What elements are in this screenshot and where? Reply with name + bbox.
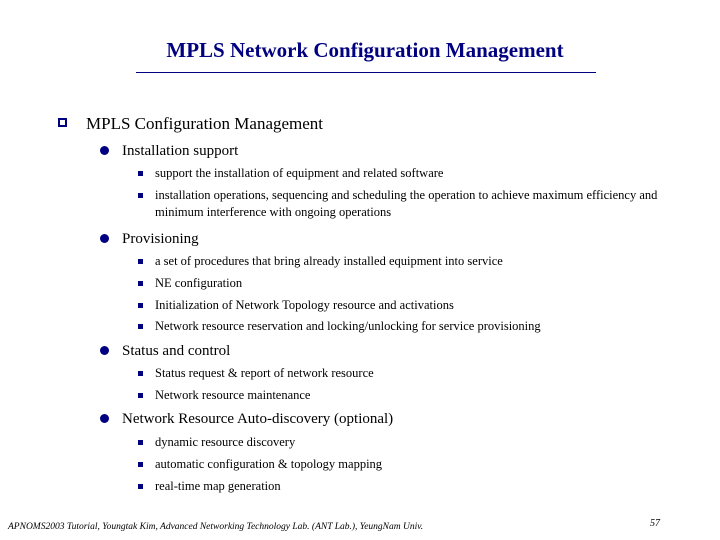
list-item-text: dynamic resource discovery: [155, 435, 296, 449]
list-item-text: real-time map generation: [155, 479, 281, 493]
list-item-text: installation operations, sequencing and scheduling the operation to achieve maximum efficiency and minimum interference with ongoing operations: [155, 188, 658, 219]
disc-bullet-icon: [100, 414, 109, 423]
list-item-text: a set of procedures that bring already installed equipment into service: [155, 254, 503, 268]
disc-bullet-icon: [100, 146, 109, 155]
page-number: 57: [650, 518, 660, 529]
square-bullet-icon: [138, 171, 143, 176]
square-bullet-icon: [138, 281, 143, 286]
square-bullet-icon: [138, 193, 143, 198]
section-label: Installation support: [122, 143, 239, 159]
main-heading-text: MPLS Configuration Management: [86, 114, 324, 133]
list-item-text: Network resource maintenance: [155, 388, 311, 402]
disc-bullet-icon: [100, 234, 109, 243]
list-item-text: NE configuration: [155, 276, 243, 290]
list-item-text: Network resource reservation and locking/unlocking for service provisioning: [155, 319, 541, 333]
list-item-text: Initialization of Network Topology resource and activations: [155, 298, 454, 312]
square-bullet-icon: [138, 303, 143, 308]
section-label: Provisioning: [122, 231, 199, 247]
section-label: Network Resource Auto-discovery (optional): [122, 411, 394, 427]
square-bullet-icon: [138, 484, 143, 489]
square-bullet-icon: [138, 371, 143, 376]
square-bullet-icon: [138, 324, 143, 329]
slide-footer: APNOMS2003 Tutorial, Youngtak Kim, Advanced Networking Technology Lab. (ANT Lab.), YeungNam Univ.: [8, 522, 424, 532]
square-bullet-icon: [138, 259, 143, 264]
square-bullet-icon: [138, 462, 143, 467]
square-outline-bullet-icon: [58, 118, 67, 127]
square-bullet-icon: [138, 440, 143, 445]
title-underline: [136, 72, 596, 73]
list-item-text: support the installation of equipment and related software: [155, 166, 444, 180]
square-bullet-icon: [138, 393, 143, 398]
slide-title: MPLS Network Configuration Management: [166, 38, 564, 62]
list-item-text: automatic configuration & topology mapping: [155, 457, 383, 471]
disc-bullet-icon: [100, 346, 109, 355]
section-label: Status and control: [122, 343, 231, 359]
list-item-text: Status request & report of network resource: [155, 366, 374, 380]
